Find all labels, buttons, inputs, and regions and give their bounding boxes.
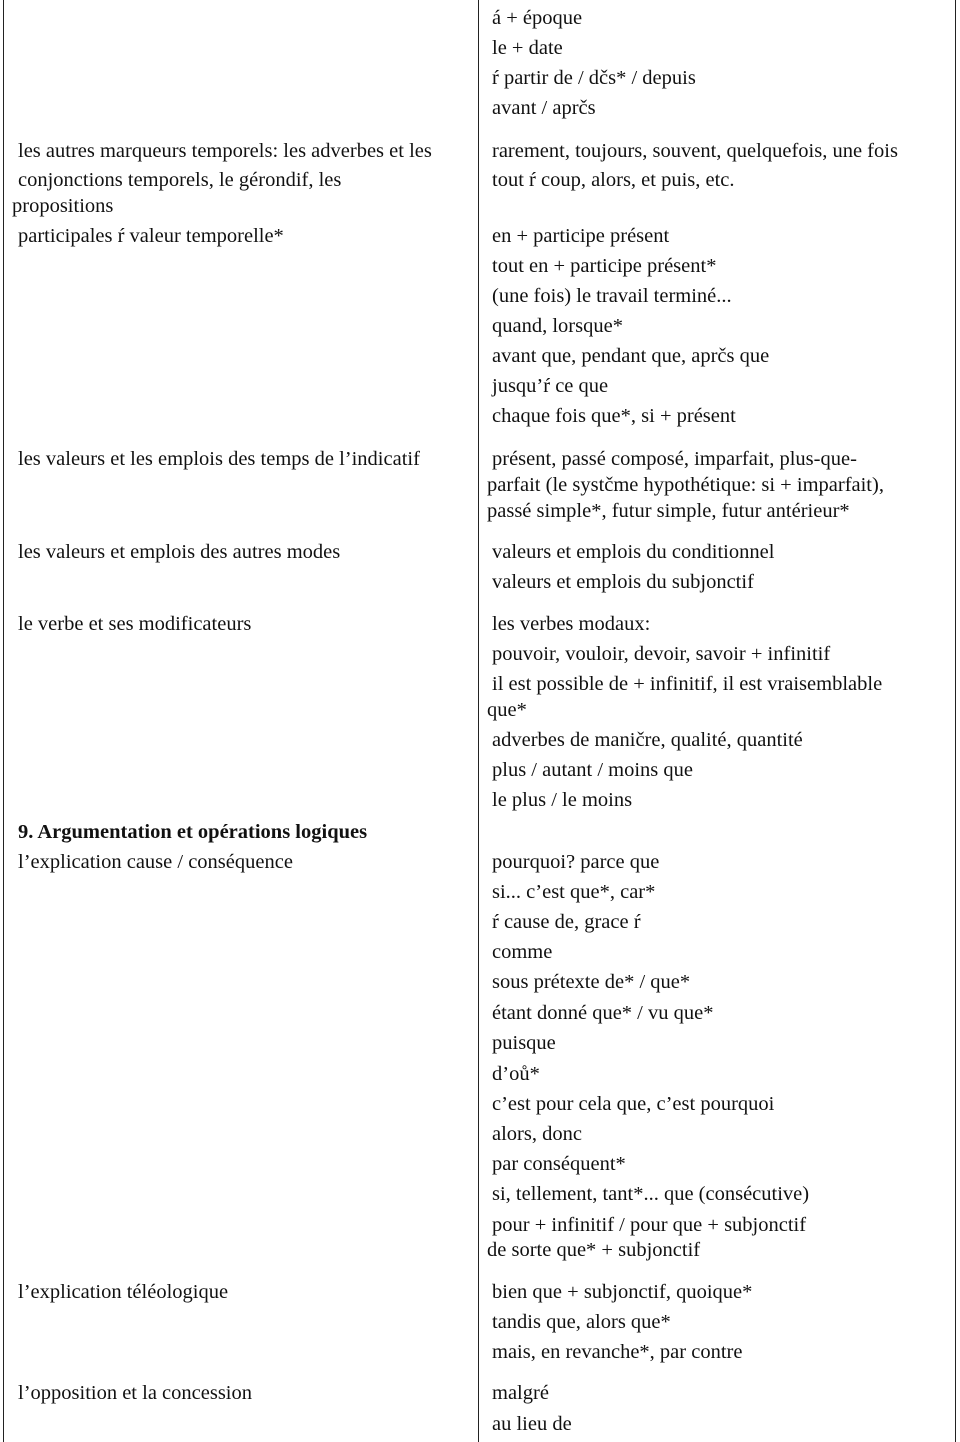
left-cell-line: le verbe et ses modificateurs (18, 613, 252, 635)
right-cell-line: jusqu’ŕ ce que (492, 375, 609, 397)
right-cell-line: que* (487, 699, 527, 721)
right-cell-line: de sorte que* + subjonctif (487, 1239, 701, 1261)
right-cell-line: avant que, pendant que, aprčs que (492, 345, 770, 367)
right-cell-line: pourquoi? parce que (492, 851, 660, 873)
right-cell-line: valeurs et emplois du conditionnel (492, 541, 775, 563)
right-cell-line: pouvoir, vouloir, devoir, savoir + infinitif (492, 643, 831, 665)
right-cell-line: étant donné que* / vu que* (492, 1002, 714, 1024)
right-cell-line: en + participe présent (492, 225, 670, 247)
right-cell-line: malgré (492, 1382, 549, 1404)
section-heading: 9. Argumentation et opérations logiques (18, 821, 368, 843)
table-column-divider (478, 0, 479, 1442)
right-cell-line: tout ŕ coup, alors, et puis, etc. (492, 169, 735, 191)
left-cell-line: propositions (12, 195, 114, 217)
right-cell-line: il est possible de + infinitif, il est vraisemblable (492, 673, 883, 695)
right-cell-line: (une fois) le travail terminé... (492, 285, 732, 307)
right-cell-line: les verbes modaux: (492, 613, 651, 635)
right-cell-line: rarement, toujours, souvent, quelquefois, une fois (492, 140, 898, 162)
right-cell-line: mais, en revanche*, par contre (492, 1341, 743, 1363)
right-cell-line: plus / autant / moins que (492, 759, 693, 781)
table-border-left (3, 0, 4, 1442)
right-cell-line: alors, donc (492, 1123, 582, 1145)
left-cell-line: les valeurs et les emplois des temps de l’indicatif (18, 448, 420, 470)
right-cell-line: présent, passé composé, imparfait, plus-que- (492, 448, 857, 470)
right-cell-line: sous prétexte de* / que* (492, 971, 691, 993)
right-cell-line: c’est pour cela que, c’est pourquoi (492, 1093, 775, 1115)
right-cell-line: si... c’est que*, car* (492, 881, 656, 903)
table-border-right (955, 0, 956, 1442)
left-cell-line: les autres marqueurs temporels: les adverbes et les (18, 140, 432, 162)
right-cell-line: passé simple*, futur simple, futur antérieur* (487, 500, 850, 522)
left-cell-line: les valeurs et emplois des autres modes (18, 541, 341, 563)
right-cell-line: ŕ partir de / dčs* / depuis (492, 67, 696, 89)
right-cell-line: le + date (492, 37, 563, 59)
left-cell-line: l’explication téléologique (18, 1281, 229, 1303)
right-cell-line: tout en + participe présent* (492, 255, 717, 277)
right-cell-line: avant / aprčs (492, 97, 596, 119)
right-cell-line: pour + infinitif / pour que + subjonctif (492, 1214, 807, 1236)
right-cell-line: au lieu de (492, 1413, 572, 1435)
left-cell-line: l’explication cause / conséquence (18, 851, 293, 873)
right-cell-line: le plus / le moins (492, 789, 633, 811)
right-cell-line: parfait (le systčme hypothétique: si + imparfait), (487, 474, 884, 496)
right-cell-line: ŕ cause de, grace ŕ (492, 911, 641, 933)
right-cell-line: quand, lorsque* (492, 315, 623, 337)
right-cell-line: comme (492, 941, 553, 963)
right-cell-line: par conséquent* (492, 1153, 626, 1175)
left-cell-line: participales ŕ valeur temporelle* (18, 225, 284, 247)
right-cell-line: bien que + subjonctif, quoique* (492, 1281, 753, 1303)
right-cell-line: d’oů* (492, 1063, 540, 1085)
right-cell-line: puisque (492, 1032, 556, 1054)
right-cell-line: chaque fois que*, si + présent (492, 405, 736, 427)
right-cell-line: si, tellement, tant*... que (consécutive) (492, 1183, 810, 1205)
right-cell-line: tandis que, alors que* (492, 1311, 671, 1333)
right-cell-line: adverbes de maničre, qualité, quantité (492, 729, 803, 751)
right-cell-line: á + époque (492, 7, 583, 29)
left-cell-line: l’opposition et la concession (18, 1382, 252, 1404)
left-cell-line: conjonctions temporels, le gérondif, les (18, 169, 342, 191)
right-cell-line: valeurs et emplois du subjonctif (492, 571, 754, 593)
